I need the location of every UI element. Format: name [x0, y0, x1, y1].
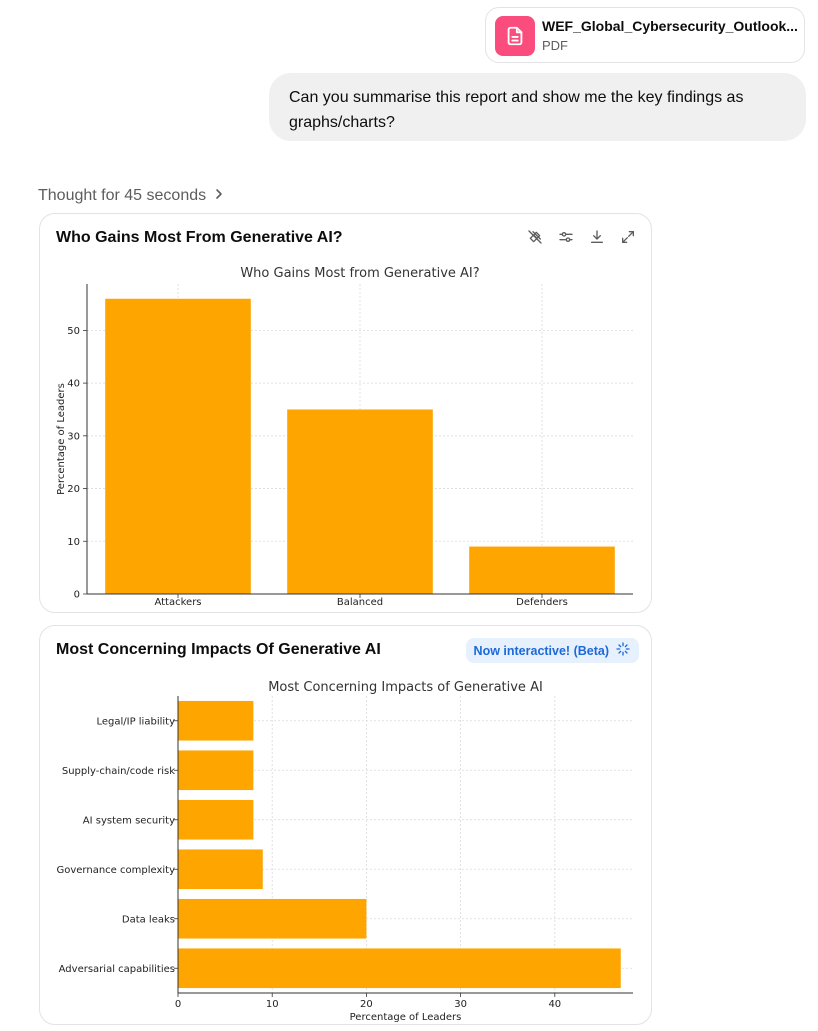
x-tick-label: 40 [548, 999, 562, 1010]
bar-attackers [105, 299, 251, 594]
attachment-file-name: WEF_Global_Cybersecurity_Outlook... [542, 18, 798, 34]
chart-card-concerning-impacts [39, 625, 652, 1025]
download-icon[interactable] [588, 228, 606, 246]
hbar-chart-concerning-impacts [40, 666, 651, 1025]
unpin-icon[interactable] [526, 228, 544, 246]
x-tick-label: 30 [454, 999, 467, 1010]
y-tick-label: 50 [67, 325, 80, 337]
thought-toggle[interactable] [38, 187, 224, 205]
y-tick-label: Data leaks [121, 914, 175, 926]
chart-title: Who Gains Most from Generative AI? [240, 266, 480, 281]
y-tick-label: 0 [73, 589, 80, 601]
card-title: Most Concerning Impacts Of Generative AI [56, 641, 381, 658]
y-tick-label: 40 [67, 378, 80, 390]
attachment-file-type: PDF [542, 38, 568, 53]
bar-3 [178, 800, 253, 840]
badge-label: Now interactive! (Beta) [473, 643, 609, 658]
bar-2 [178, 849, 263, 889]
y-tick-label: Governance complexity [56, 864, 175, 876]
bar-5 [178, 701, 253, 741]
bar-1 [178, 899, 366, 939]
sliders-icon[interactable] [557, 228, 575, 246]
sparkle-cursor-icon [615, 641, 631, 660]
bar-0 [178, 948, 621, 988]
thought-label: Thought for 45 seconds [38, 187, 207, 204]
document-icon [495, 16, 535, 56]
x-tick-label: Attackers [154, 597, 202, 608]
chart-card-who-gains [39, 213, 652, 613]
y-tick-label: Adversarial capabilities [58, 963, 175, 975]
card-toolbar [526, 228, 637, 246]
y-tick-label: 30 [67, 431, 80, 443]
y-tick-label: 10 [67, 536, 80, 548]
expand-icon[interactable] [619, 228, 637, 246]
y-tick-label: Supply-chain/code risk [61, 765, 175, 777]
bar-4 [178, 750, 253, 790]
interactive-beta-badge[interactable] [466, 638, 639, 663]
x-tick-label: 20 [360, 999, 373, 1010]
pdf-attachment[interactable] [485, 7, 805, 63]
bar-chart-who-gains [40, 254, 651, 613]
x-tick-label: 10 [265, 999, 279, 1010]
y-tick-label: 20 [67, 484, 80, 496]
x-tick-label: Defenders [516, 597, 568, 608]
user-message: Can you summarise this report and show me the key findings as graphs/charts? [269, 73, 806, 141]
card-title: Who Gains Most From Generative AI? [56, 229, 343, 246]
y-axis-label: Percentage of Leaders [56, 383, 67, 495]
chevron-right-icon [214, 187, 224, 205]
y-tick-label: AI system security [82, 815, 175, 827]
x-tick-label: Balanced [336, 597, 384, 608]
x-tick-label: 0 [174, 999, 182, 1010]
x-axis-label: Percentage of Leaders [349, 1012, 462, 1023]
bar-balanced [287, 409, 433, 594]
bar-defenders [469, 547, 615, 594]
chart-title: Most Concerning Impacts of Generative AI [268, 680, 543, 695]
y-tick-label: Legal/IP liability [96, 716, 175, 728]
